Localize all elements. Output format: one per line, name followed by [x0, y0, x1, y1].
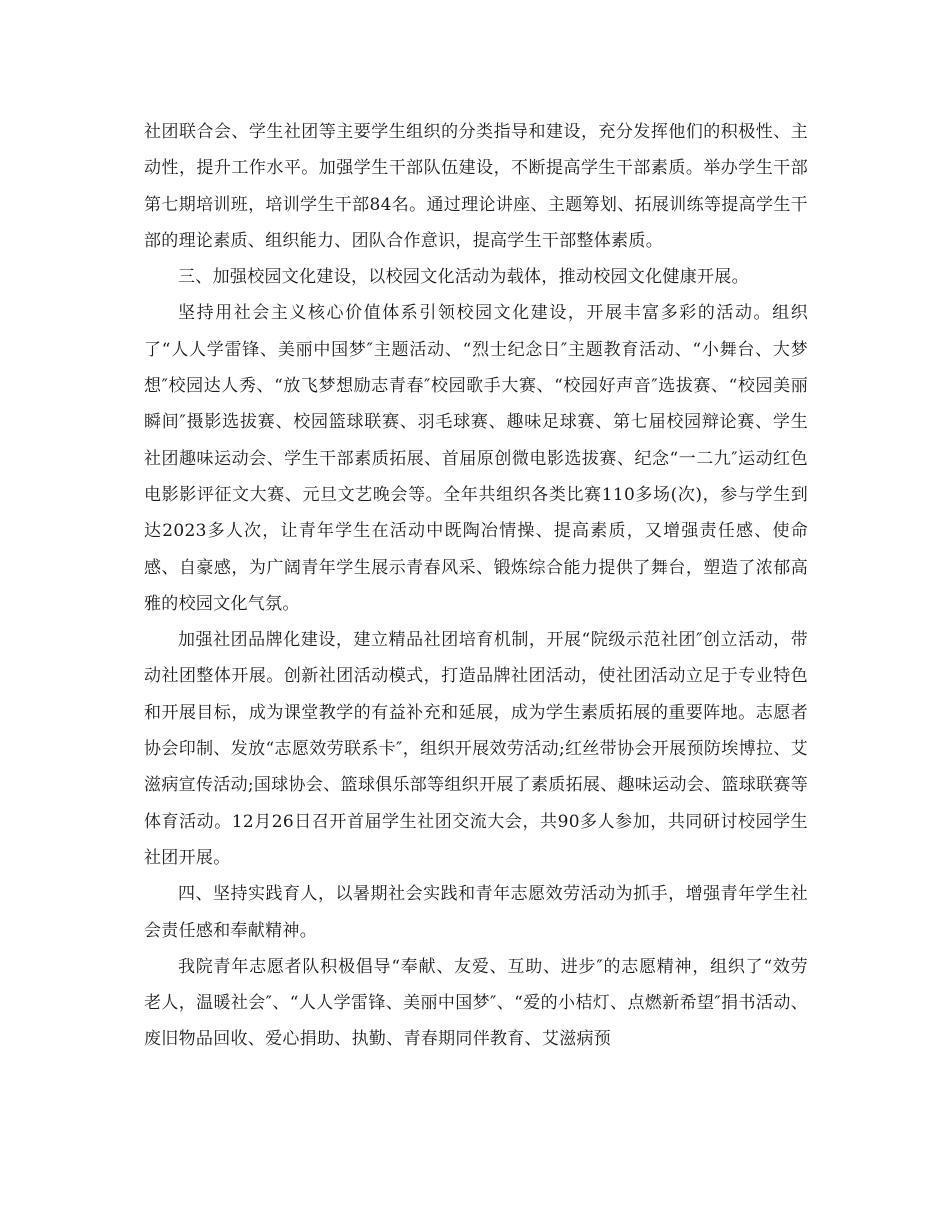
section-heading-four: 四、坚持实践育人，以暑期社会实践和青年志愿效劳活动为抓手，增强青年学生社会责任感和奉献精神。	[144, 884, 808, 941]
document-body	[144, 114, 808, 1058]
section-heading-three: 三、加强校园文化建设，以校园文化活动为载体，推动校园文化健康开展。	[178, 267, 749, 288]
paragraph-continuation: 社团联合会、学生社团等主要学生组织的分类指导和建设，充分发挥他们的积极性、主动性，提升工作水平。加强学生干部队伍建设，不断提高学生干部素质。举办学生干部第七期培训班，培训学生干部84名。通过理论讲座、主题筹划、拓展训练等提高学生干部的理论素质、组织能力、团队合作意识，提高学生干部整体素质。	[144, 122, 808, 251]
paragraph-volunteers: 我院青年志愿者队积极倡导“奉献、友爱、互助、进步″的志愿精神，组织了“效劳老人，温暖社会″、“人人学雷锋、美丽中国梦″、“爱的小桔灯、点燃新希望″捐书活动、废旧物品回收、爱心捐助、执勤、青春期同伴教育、艾滋病预	[144, 956, 808, 1050]
paragraph-club-branding: 加强社团品牌化建设，建立精品社团培育机制，开展“院级示范社团″创立活动，带动社团整体开展。创新社团活动模式，打造品牌社团活动，使社团活动立足于专业特色和开展目标，成为课堂教学的有益补充和延展，成为学生素质拓展的重要阵地。志愿者协会印制、发放“志愿效劳联系卡″，组织开展效劳活动;红丝带协会开展预防埃博拉、艾滋病宣传活动;国球协会、篮球俱乐部等组织开展了素质拓展、趣味运动会、篮球联赛等体育活动。12月26日召开首届学生社团交流大会，共90多人参加，共同研讨校园学生社团开展。	[144, 630, 808, 868]
paragraph-campus-culture: 坚持用社会主义核心价值体系引领校园文化建设，开展丰富多彩的活动。组织了“人人学雷锋、美丽中国梦″主题活动、“烈士纪念日″主题教育活动、“小舞台、大梦想″校园达人秀、“放飞梦想励志青春″校园歌手大赛、“校园好声音″选拔赛、“校园美丽瞬间″摄影选拔赛、校园篮球联赛、羽毛球赛、趣味足球赛、第七届校园辩论赛、学生社团趣味运动会、学生干部素质拓展、首届原创微电影选拔赛、纪念“一二九″运动红色电影影评征文大赛、元旦文艺晚会等。全年共组织各类比赛110多场(次)，参与学生到达2023多人次，让青年学生在活动中既陶冶情操、提高素质，又增强责任感、使命感、自豪感，为广阔青年学生展示青春风采、锻炼综合能力提供了舞台，塑造了浓郁高雅的校园文化气氛。	[144, 303, 808, 614]
